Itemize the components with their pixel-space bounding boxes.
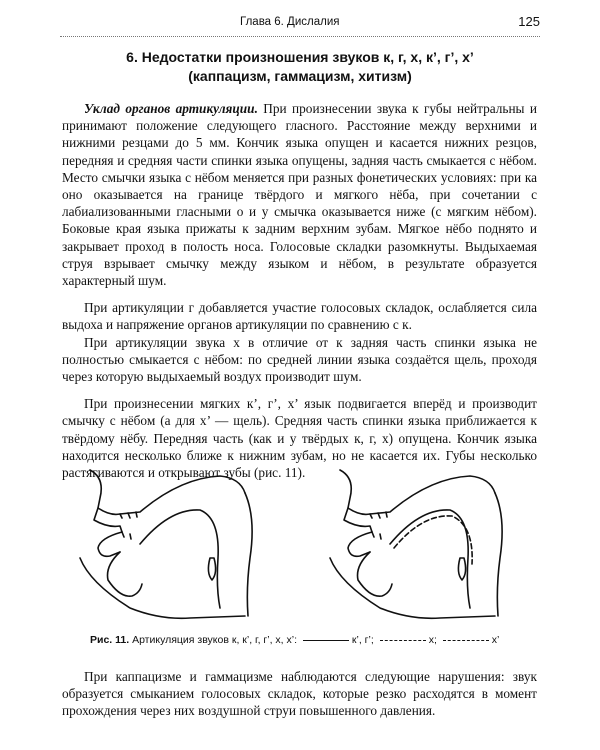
articulation-figure	[60, 448, 540, 628]
legend-dashed-line	[380, 640, 426, 641]
header-rule	[60, 36, 540, 37]
paragraph-1	[62, 100, 537, 289]
page-header	[60, 11, 540, 33]
figure-caption	[90, 634, 499, 646]
section-title-line2: (каппацизм, гаммацизм, хитизм)	[188, 68, 412, 84]
paragraph-5: При каппацизме и гаммацизме наблюдаются следующие нарушения: звук образуется смыканием голосовых складок, которые резко расходятся в момент прохождения через них воздушной струи повышенного давления.	[62, 669, 537, 719]
caption-text: Артикуляция звуков к, к’, г, г’, х, х’:	[129, 634, 297, 646]
legend-1: к’, г’;	[351, 634, 374, 646]
running-head: Глава 6. Дислалия	[240, 16, 340, 28]
paragraph-1-text: При произнесении звука к губы нейтральны и принимают положение следующего гласного. Расстояние между верхними и нижними резцами до 5 мм. Кончик языка опущен и касается нижних резцов, передняя и средняя части спинки языка опущены, задняя часть смыкается с нёбом. Место смычки языка с нёбом меняется при разных фонетических условиях: при ка оно оказывается на границе твёрдого и мягкого нёба, при сочетании с лабиализованными гласными о и у смычка оказывается ниже (с мягким нёбом). Боковые края языка прижаты к задним верхним зубам. Мягкое нёбо поднято и закрывает проход в полость носа. Голосовые складки разомкнуты. Выдыхаемая струя взрывает смычку между языком и нёбом, в результате образуется характерный шум.	[62, 101, 537, 289]
bottom-text	[62, 668, 537, 720]
legend-2: х;	[428, 634, 437, 646]
page-number: 125	[518, 14, 540, 29]
paragraph-2: При артикуляции г добавляется участие голосовых складок, ослабляется сила выдоха и напряжение органов артикуляции по сравнению с к.	[62, 300, 537, 333]
paragraph-lead: Уклад органов артикуляции.	[84, 101, 258, 116]
paragraph-4: При произнесении мягких к’, г’, х’ язык подвигается вперёд и производит смычку с нёбом (а для х’ — щель). Средняя часть спинки языка приближается к твёрдому нёбу. Передняя часть (как и у твёрдых к, г, х) опущена. Кончик языка находится несколько ближе к нижним зубам, но не касается их. Губы несколько растягиваются и открывают зубы (рис. 11).	[62, 396, 537, 481]
caption-label: Рис. 11.	[90, 634, 130, 646]
profile-left	[80, 470, 252, 618]
profile-right	[330, 470, 502, 618]
section-title-line1: 6. Недостатки произношения звуков к, г, х, к’, г’, х’	[126, 49, 474, 65]
legend-dashdot-line	[443, 640, 489, 641]
section-title	[60, 48, 540, 86]
legend-3: х’	[491, 634, 500, 646]
legend-solid-line	[303, 640, 349, 641]
paragraph-3: При артикуляции звука х в отличие от к задняя часть спинки языка не полностью смыкается с нёбом: по средней линии языка создаётся щель, проходя через которую выдыхаемый воздух производит шум.	[62, 334, 537, 385]
body-text	[62, 100, 537, 481]
